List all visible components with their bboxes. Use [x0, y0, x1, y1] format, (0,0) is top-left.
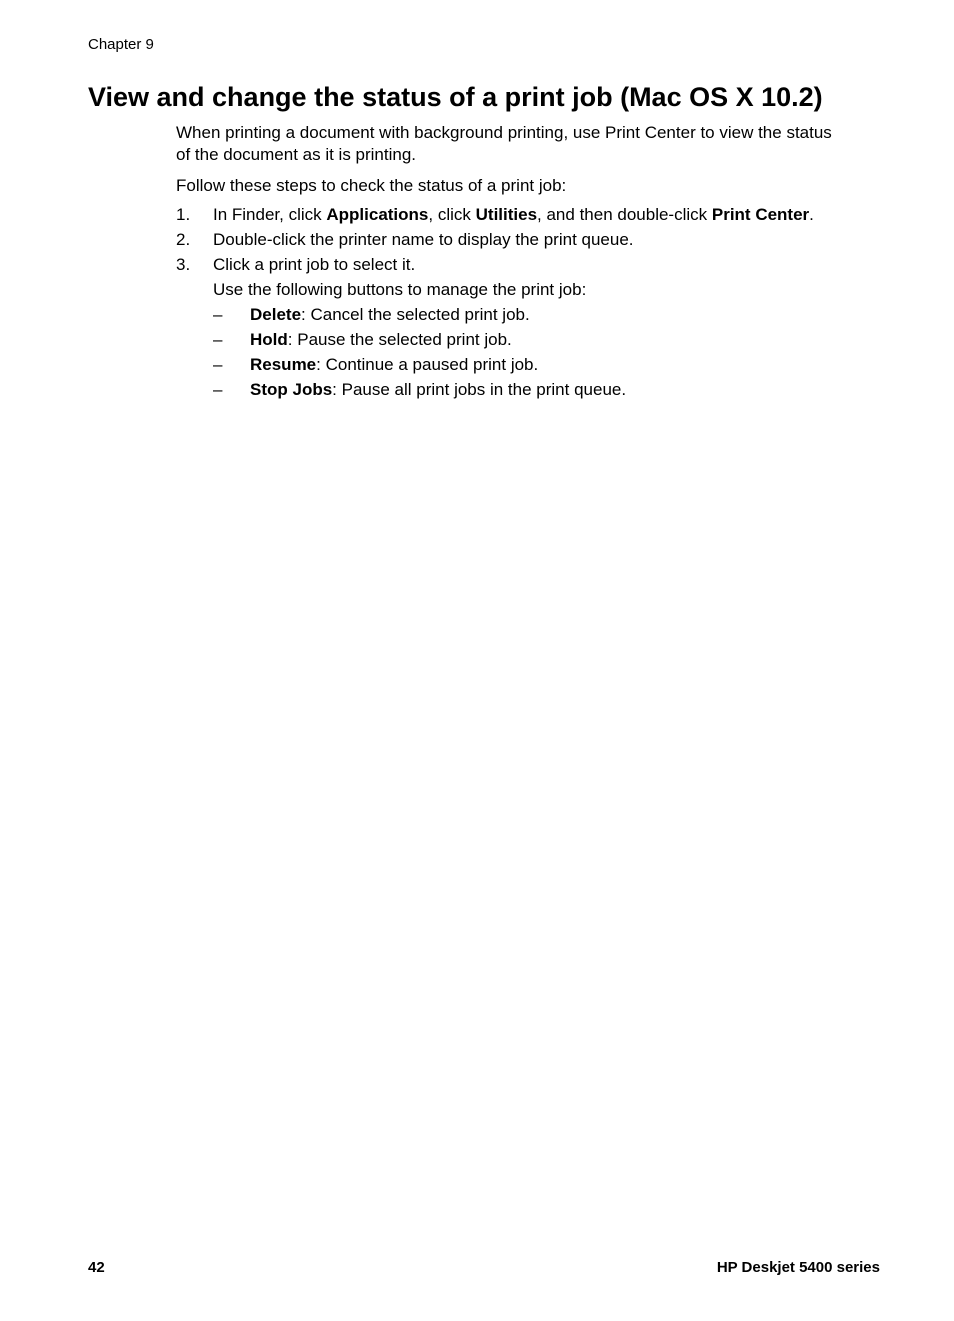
step-bold-term: Applications	[326, 205, 429, 224]
option-term: Resume	[250, 355, 317, 374]
step-text: In Finder, click	[213, 205, 327, 224]
page-number: 42	[88, 1259, 105, 1276]
running-head-chapter: Chapter 9	[88, 36, 154, 53]
step-bold-term: Utilities	[475, 205, 538, 224]
option-description: : Pause all print jobs in the print queue.	[332, 380, 627, 399]
steps-lead-paragraph: Follow these steps to check the status of a print job:	[176, 176, 567, 195]
dash-bullet: –	[213, 305, 223, 324]
option-description: : Cancel the selected print job.	[301, 305, 530, 324]
step-text: Click a print job to select it.	[213, 255, 416, 274]
option-item-hold	[213, 329, 876, 351]
option-term: Delete	[250, 305, 302, 324]
step-number: 1.	[176, 205, 191, 224]
dash-bullet: –	[213, 330, 223, 349]
option-description: : Continue a paused print job.	[316, 355, 539, 374]
step-text: , and then double-click	[537, 205, 712, 224]
dash-bullet: –	[213, 355, 223, 374]
body-content	[176, 122, 876, 404]
step-text: .	[809, 205, 814, 224]
dash-bullet: –	[213, 380, 223, 399]
step-subtext: Use the following buttons to manage the print job:	[213, 280, 587, 299]
button-options-list	[213, 304, 876, 401]
section-title: View and change the status of a print job (Mac OS X 10.2)	[88, 82, 823, 112]
step-item-2	[176, 229, 876, 251]
option-description: : Pause the selected print job.	[287, 330, 512, 349]
step-bold-term: Print Center	[711, 205, 810, 224]
steps-list	[176, 204, 876, 401]
step-item-1	[176, 204, 876, 226]
option-term: Stop Jobs	[250, 380, 333, 399]
option-item-stop-jobs	[213, 379, 876, 401]
footer-product-name: HP Deskjet 5400 series	[716, 1259, 880, 1276]
step-text: , click	[428, 205, 476, 224]
intro-paragraph: When printing a document with background printing, use Print Center to view the status of the document as it is printing.	[176, 123, 832, 164]
step-item-3	[176, 254, 876, 401]
option-term: Hold	[250, 330, 288, 349]
step-number: 3.	[176, 255, 191, 274]
option-item-delete	[213, 304, 876, 326]
step-number: 2.	[176, 230, 191, 249]
option-item-resume	[213, 354, 876, 376]
step-text: Double-click the printer name to display the print queue.	[213, 230, 634, 249]
